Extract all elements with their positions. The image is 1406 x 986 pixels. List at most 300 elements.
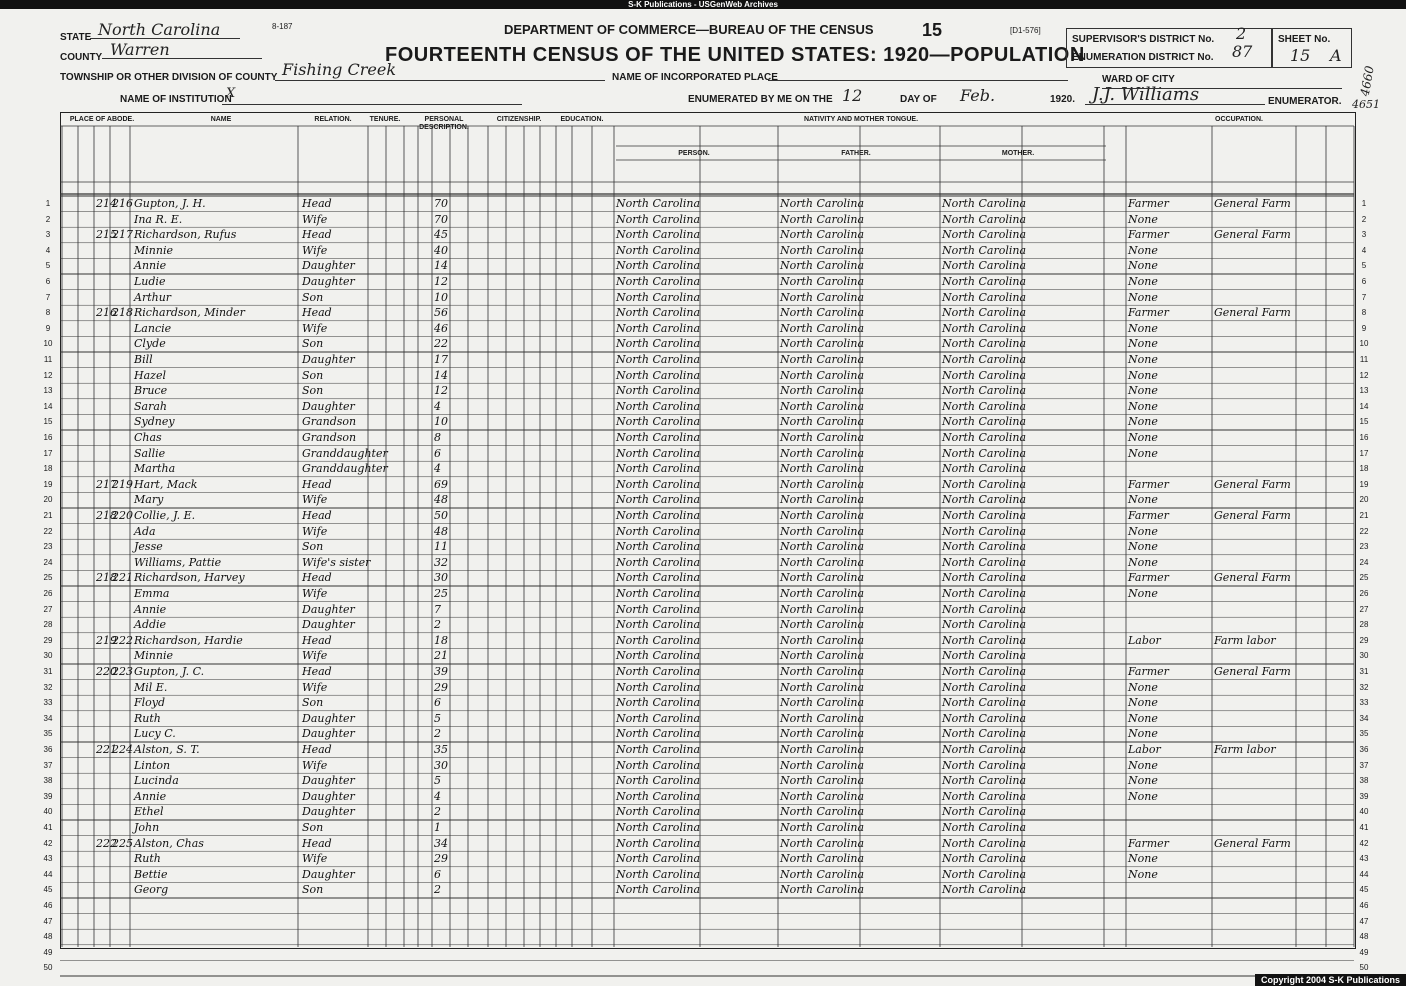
father-birthplace: North Carolina — [780, 836, 865, 850]
age: 14 — [434, 368, 448, 382]
occupation: None — [1128, 212, 1158, 226]
mother-birthplace: North Carolina — [942, 571, 1027, 585]
row-number-right: 23 — [1359, 542, 1369, 552]
row-number-right: 15 — [1359, 417, 1369, 427]
row-number-right: 48 — [1359, 932, 1369, 942]
relation: Wife — [302, 321, 328, 335]
occupation: None — [1128, 243, 1158, 257]
person-name: Minnie — [134, 243, 173, 257]
row-number-left: 3 — [45, 230, 51, 240]
row-number-left: 6 — [45, 277, 51, 286]
occupation: None — [1128, 275, 1158, 288]
form-code: [D1-576] — [1010, 26, 1041, 35]
industry: General Farm — [1214, 665, 1291, 678]
family-number: 221 — [112, 571, 133, 585]
row-number-left: 42 — [43, 838, 53, 848]
birthplace: North Carolina — [616, 243, 701, 257]
father-birthplace: North Carolina — [780, 805, 865, 819]
person-name: Chas — [134, 431, 162, 444]
person-name: Lucinda — [134, 774, 179, 788]
occupation: None — [1128, 493, 1158, 507]
row-number-left: 16 — [43, 433, 53, 442]
row-number-left: 48 — [43, 932, 53, 942]
birthplace: North Carolina — [616, 649, 701, 663]
row-number-left: 29 — [43, 635, 53, 645]
birthplace: North Carolina — [616, 774, 701, 788]
mother-birthplace: North Carolina — [942, 462, 1027, 476]
row-number-right: 6 — [1361, 277, 1367, 286]
row-number-left: 5 — [45, 261, 51, 271]
row-number-left: 31 — [43, 667, 53, 676]
age: 5 — [434, 774, 441, 788]
header-tenure: TENURE. — [369, 116, 401, 123]
occupation: Labor — [1128, 743, 1161, 756]
person-name: Annie — [134, 602, 167, 616]
birthplace: North Carolina — [616, 321, 701, 335]
occupation: None — [1128, 368, 1158, 382]
row-number-left: 44 — [43, 869, 53, 879]
row-number-left: 17 — [43, 448, 53, 458]
row-number-left: 21 — [43, 511, 53, 520]
age: 12 — [434, 275, 448, 288]
father-birthplace: North Carolina — [780, 696, 865, 710]
industry: General Farm — [1214, 571, 1291, 585]
age: 39 — [434, 665, 448, 678]
age: 6 — [434, 696, 441, 710]
birthplace: North Carolina — [616, 462, 701, 476]
relation: Grandson — [302, 415, 357, 429]
occupation: None — [1128, 727, 1158, 741]
relation: Son — [302, 696, 324, 710]
mother-birthplace: North Carolina — [942, 368, 1027, 382]
person-name: Gupton, J. H. — [134, 197, 206, 210]
birthplace: North Carolina — [616, 789, 701, 803]
person-name: Williams, Pattie — [134, 555, 222, 569]
row-number-left: 11 — [43, 355, 53, 364]
row-number-left: 19 — [43, 479, 53, 489]
family-number: 223 — [112, 665, 133, 678]
age: 2 — [434, 618, 441, 632]
header-person: PERSON. — [678, 150, 710, 157]
age: 12 — [434, 384, 448, 398]
row-number-right: 10 — [1359, 339, 1369, 349]
person-name: Bruce — [134, 384, 168, 398]
row-number-left: 30 — [43, 651, 53, 661]
mother-birthplace: North Carolina — [942, 228, 1027, 242]
industry: General Farm — [1214, 306, 1291, 320]
row-number-right: 43 — [1359, 854, 1369, 864]
row-number-right: 12 — [1359, 370, 1369, 380]
relation: Wife — [302, 587, 328, 600]
occupation: None — [1128, 711, 1158, 725]
relation: Daughter — [302, 805, 355, 819]
occupation: None — [1128, 852, 1158, 866]
birthplace: North Carolina — [616, 587, 701, 600]
relation: Granddaughter — [302, 446, 388, 460]
enum-district-label: ENUMERATION DISTRICT No. — [1072, 52, 1214, 63]
age: 2 — [434, 805, 441, 819]
row-number-left: 13 — [43, 386, 53, 396]
relation: Daughter — [302, 259, 355, 273]
age: 48 — [434, 524, 448, 538]
person-name: Ina R. E. — [134, 212, 183, 226]
family-number: 217 — [112, 228, 133, 242]
row-number-left: 15 — [43, 417, 53, 427]
row-number-right: 38 — [1359, 776, 1369, 786]
occupation: None — [1128, 524, 1158, 538]
mother-birthplace: North Carolina — [942, 633, 1027, 647]
birthplace: North Carolina — [616, 821, 701, 834]
row-number-right: 47 — [1359, 916, 1369, 926]
age: 48 — [434, 493, 448, 507]
person-name: Lancie — [134, 321, 172, 335]
birthplace: North Carolina — [616, 477, 701, 491]
township-label: TOWNSHIP OR OTHER DIVISION OF COUNTY — [60, 72, 278, 83]
row-number-right: 50 — [1359, 963, 1369, 973]
row-number-right: 11 — [1359, 355, 1369, 364]
header-name: NAME — [210, 116, 232, 123]
relation: Grandson — [302, 431, 357, 444]
row-number-right: 19 — [1359, 479, 1369, 489]
row-number-right: 40 — [1359, 807, 1369, 817]
birthplace: North Carolina — [616, 727, 701, 741]
occupation: None — [1128, 415, 1158, 429]
person-name: Bettie — [134, 867, 168, 881]
relation: Daughter — [302, 867, 355, 881]
person-name: Lucy C. — [134, 727, 176, 741]
age: 14 — [434, 259, 448, 273]
person-name: Floyd — [134, 696, 166, 710]
age: 8 — [434, 431, 441, 444]
occupation: None — [1128, 321, 1158, 335]
birthplace: North Carolina — [616, 555, 701, 569]
ward-label: WARD OF CITY — [1102, 74, 1175, 85]
row-number-right: 17 — [1359, 448, 1369, 458]
person-name: Sydney — [134, 415, 175, 429]
relation: Head — [302, 571, 332, 585]
occupation: None — [1128, 446, 1158, 460]
row-number-right: 20 — [1359, 495, 1369, 505]
person-name: Hart, Mack — [134, 477, 198, 491]
father-birthplace: North Carolina — [780, 321, 865, 335]
header-citizenship: CITIZENSHIP. — [496, 116, 542, 123]
occupation: Farmer — [1128, 665, 1169, 678]
family-number: 220 — [112, 509, 133, 522]
father-birthplace: North Carolina — [780, 243, 865, 257]
mother-birthplace: North Carolina — [942, 758, 1027, 772]
age: 4 — [434, 789, 441, 803]
birthplace: North Carolina — [616, 212, 701, 226]
birthplace: North Carolina — [616, 665, 701, 678]
copyright-notice: Copyright 2004 S-K Publications — [1255, 974, 1406, 986]
relation: Daughter — [302, 727, 355, 741]
person-name: John — [134, 821, 160, 834]
department-heading: DEPARTMENT OF COMMERCE—BUREAU OF THE CENSUS — [504, 22, 874, 37]
header-mother: MOTHER. — [1001, 150, 1035, 157]
person-name: Richardson, Harvey — [134, 571, 245, 585]
family-number: 218 — [112, 306, 133, 320]
row-number-left: 27 — [43, 604, 53, 614]
father-birthplace: North Carolina — [780, 618, 865, 632]
row-number-right: 21 — [1359, 511, 1369, 520]
row-number-right: 36 — [1359, 745, 1369, 754]
father-birthplace: North Carolina — [780, 571, 865, 585]
birthplace: North Carolina — [616, 290, 701, 304]
row-number-left: 43 — [43, 854, 53, 864]
mother-birthplace: North Carolina — [942, 711, 1027, 725]
birthplace: North Carolina — [616, 696, 701, 710]
row-number-left: 14 — [43, 401, 53, 411]
father-birthplace: North Carolina — [780, 649, 865, 663]
enumeration-day: 12 — [842, 86, 863, 105]
row-number-right: 29 — [1359, 635, 1369, 645]
father-birthplace: North Carolina — [780, 665, 865, 678]
person-name: Ethel — [134, 805, 164, 819]
row-number-right: 25 — [1359, 573, 1369, 583]
father-birthplace: North Carolina — [780, 353, 865, 366]
dwelling-number: 216 — [96, 306, 117, 320]
person-name: Martha — [134, 462, 176, 476]
age: 50 — [434, 509, 448, 522]
row-number-right: 30 — [1359, 651, 1369, 661]
occupation: None — [1128, 353, 1158, 366]
relation: Daughter — [302, 774, 355, 788]
father-birthplace: North Carolina — [780, 368, 865, 382]
row-number-right: 28 — [1359, 620, 1369, 630]
dwelling-number: 222 — [96, 836, 117, 850]
birthplace: North Carolina — [616, 493, 701, 507]
mother-birthplace: North Carolina — [942, 696, 1027, 710]
age: 29 — [434, 852, 448, 866]
row-number-right: 1 — [1361, 199, 1367, 208]
row-number-right: 7 — [1361, 292, 1367, 302]
row-number-right: 8 — [1361, 308, 1367, 318]
father-birthplace: North Carolina — [780, 477, 865, 491]
father-birthplace: North Carolina — [780, 758, 865, 772]
mother-birthplace: North Carolina — [942, 727, 1027, 741]
header-relation: RELATION. — [314, 116, 352, 123]
row-number-right: 45 — [1359, 885, 1369, 895]
mother-birthplace: North Carolina — [942, 306, 1027, 320]
birthplace: North Carolina — [616, 399, 701, 413]
person-name: Addie — [134, 618, 167, 632]
occupation: None — [1128, 290, 1158, 304]
mother-birthplace: North Carolina — [942, 805, 1027, 819]
relation: Head — [302, 228, 332, 242]
row-number-right: 35 — [1359, 729, 1369, 739]
father-birthplace: North Carolina — [780, 633, 865, 647]
birthplace: North Carolina — [616, 446, 701, 460]
row-number-right: 46 — [1359, 901, 1369, 910]
family-number: 216 — [112, 197, 133, 210]
mother-birthplace: North Carolina — [942, 836, 1027, 850]
row-number-left: 49 — [43, 947, 53, 957]
enumerated-label: ENUMERATED BY ME ON THE — [688, 94, 833, 105]
father-birthplace: North Carolina — [780, 602, 865, 616]
person-name: Georg — [134, 883, 169, 897]
father-birthplace: North Carolina — [780, 212, 865, 226]
relation: Son — [302, 337, 324, 351]
header-education: EDUCATION. — [560, 116, 604, 123]
occupation: None — [1128, 259, 1158, 273]
mother-birthplace: North Carolina — [942, 852, 1027, 866]
birthplace: North Carolina — [616, 415, 701, 429]
row-number-left: 38 — [43, 776, 53, 786]
relation: Son — [302, 883, 324, 897]
father-birthplace: North Carolina — [780, 384, 865, 398]
dwelling-number: 215 — [96, 228, 117, 242]
enum-district-value: 87 — [1232, 42, 1253, 61]
margin-number-2: 4651 — [1352, 98, 1380, 111]
father-birthplace: North Carolina — [780, 587, 865, 600]
industry: General Farm — [1214, 509, 1291, 522]
mother-birthplace: North Carolina — [942, 493, 1027, 507]
occupation: None — [1128, 587, 1158, 600]
age: 70 — [434, 197, 448, 210]
mother-birthplace: North Carolina — [942, 275, 1027, 288]
birthplace: North Carolina — [616, 524, 701, 538]
birthplace: North Carolina — [616, 384, 701, 398]
row-number-left: 40 — [43, 807, 53, 817]
sheet-label: SHEET No. — [1278, 34, 1331, 45]
person-name: Jesse — [134, 540, 163, 554]
row-number-right: 49 — [1359, 947, 1369, 957]
age: 10 — [434, 290, 448, 304]
relation: Daughter — [302, 275, 355, 288]
mother-birthplace: North Carolina — [942, 321, 1027, 335]
relation: Daughter — [302, 711, 355, 725]
relation: Daughter — [302, 399, 355, 413]
father-birthplace: North Carolina — [780, 337, 865, 351]
row-number-left: 41 — [43, 823, 53, 832]
dwelling-number: 218 — [96, 571, 117, 585]
row-number-left: 9 — [45, 323, 51, 333]
mother-birthplace: North Carolina — [942, 259, 1027, 273]
occupation: None — [1128, 867, 1158, 881]
row-number-right: 37 — [1359, 760, 1369, 770]
person-name: Minnie — [134, 649, 173, 663]
age: 25 — [434, 587, 448, 600]
industry: Farm labor — [1214, 743, 1276, 756]
archive-banner: S-K Publications - USGenWeb Archives — [0, 0, 1406, 9]
mother-birthplace: North Carolina — [942, 821, 1027, 834]
mother-birthplace: North Carolina — [942, 212, 1027, 226]
father-birthplace: North Carolina — [780, 774, 865, 788]
mother-birthplace: North Carolina — [942, 540, 1027, 554]
mother-birthplace: North Carolina — [942, 789, 1027, 803]
birthplace: North Carolina — [616, 836, 701, 850]
birthplace: North Carolina — [616, 867, 701, 881]
enumeration-month: Feb. — [960, 86, 996, 105]
occupation: None — [1128, 540, 1158, 554]
row-number-left: 8 — [45, 308, 51, 318]
header-personal-description: PERSONAL DESCRIPTION. — [419, 116, 469, 131]
person-name: Emma — [134, 587, 170, 600]
row-number-left: 1 — [45, 199, 51, 208]
row-number-left: 10 — [43, 339, 53, 349]
person-name: Richardson, Minder — [134, 306, 245, 320]
county-label: COUNTY — [60, 52, 103, 63]
header-nativity: NATIVITY AND MOTHER TONGUE. — [803, 116, 919, 123]
birthplace: North Carolina — [616, 602, 701, 616]
birthplace: North Carolina — [616, 509, 701, 522]
relation: Head — [302, 743, 332, 756]
father-birthplace: North Carolina — [780, 290, 865, 304]
birthplace: North Carolina — [616, 540, 701, 554]
relation: Son — [302, 821, 324, 834]
person-name: Alston, S. T. — [134, 743, 200, 756]
row-number-left: 39 — [43, 791, 53, 801]
mother-birthplace: North Carolina — [942, 399, 1027, 413]
relation: Son — [302, 368, 324, 382]
mother-birthplace: North Carolina — [942, 774, 1027, 788]
occupation: None — [1128, 789, 1158, 803]
age: 30 — [434, 758, 448, 772]
person-name: Richardson, Hardie — [134, 633, 243, 647]
relation: Wife — [302, 758, 328, 772]
occupation: Farmer — [1128, 477, 1169, 491]
occupation: Farmer — [1128, 306, 1169, 320]
township-value: Fishing Creek — [282, 60, 397, 79]
relation: Granddaughter — [302, 462, 388, 476]
person-name: Ruth — [134, 711, 161, 725]
mother-birthplace: North Carolina — [942, 665, 1027, 678]
relation: Son — [302, 384, 324, 398]
relation: Daughter — [302, 618, 355, 632]
row-number-left: 32 — [43, 682, 53, 692]
age: 17 — [434, 353, 448, 366]
occupation: Farmer — [1128, 836, 1169, 850]
age: 45 — [434, 228, 448, 242]
relation: Head — [302, 477, 332, 491]
birthplace: North Carolina — [616, 805, 701, 819]
relation: Wife — [302, 649, 328, 663]
mother-birthplace: North Carolina — [942, 446, 1027, 460]
occupation: None — [1128, 337, 1158, 351]
relation: Daughter — [302, 353, 355, 366]
row-number-left: 28 — [43, 620, 53, 630]
relation: Head — [302, 197, 332, 210]
dwelling-number: 221 — [96, 743, 117, 756]
relation: Wife — [302, 680, 328, 694]
person-name: Mil E. — [134, 680, 168, 694]
row-number-left: 47 — [43, 916, 53, 926]
row-number-right: 14 — [1359, 401, 1369, 411]
age: 29 — [434, 680, 448, 694]
father-birthplace: North Carolina — [780, 711, 865, 725]
birthplace: North Carolina — [616, 571, 701, 585]
occupation: None — [1128, 555, 1158, 569]
person-name: Sallie — [134, 446, 166, 460]
person-name: Collie, J. E. — [134, 509, 196, 522]
mother-birthplace: North Carolina — [942, 680, 1027, 694]
row-number-right: 39 — [1359, 791, 1369, 801]
mother-birthplace: North Carolina — [942, 243, 1027, 257]
row-number-right: 42 — [1359, 838, 1369, 848]
row-number-right: 22 — [1359, 526, 1369, 536]
age: 22 — [434, 337, 448, 351]
mother-birthplace: North Carolina — [942, 415, 1027, 429]
row-number-right: 34 — [1359, 713, 1369, 723]
row-number-right: 24 — [1359, 557, 1369, 567]
age: 32 — [434, 555, 448, 569]
incorporated-label: NAME OF INCORPORATED PLACE — [612, 72, 778, 83]
sheet-letter: A — [1330, 46, 1342, 65]
relation: Wife — [302, 852, 328, 866]
father-birthplace: North Carolina — [780, 509, 865, 522]
father-birthplace: North Carolina — [780, 228, 865, 242]
family-number: 219 — [112, 477, 133, 491]
